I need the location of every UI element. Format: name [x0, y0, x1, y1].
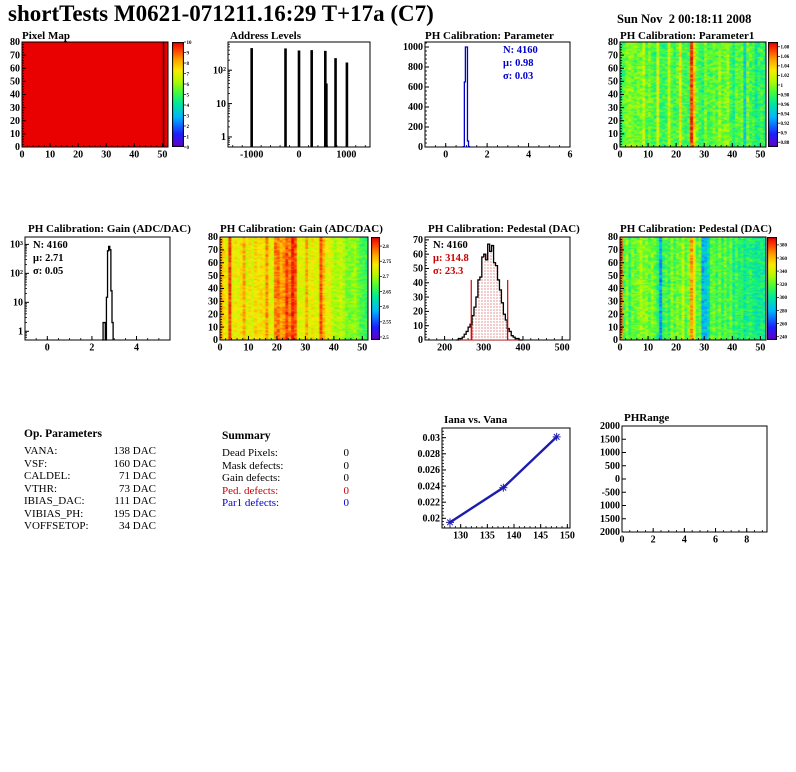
stat-mean: μ: 314.8 [433, 253, 469, 264]
svg-text:10: 10 [216, 98, 226, 110]
svg-text:0.96: 0.96 [780, 102, 790, 108]
svg-text:2.65: 2.65 [382, 290, 392, 296]
stat-mean: μ: 0.98 [503, 58, 534, 69]
summary-row: Mask defects: 0 [222, 459, 349, 472]
svg-text:10: 10 [643, 342, 654, 354]
svg-text:280: 280 [779, 309, 787, 315]
plot-title: PH Calibration: Gain (ADC/DAC) [28, 223, 191, 235]
svg-text:0.026: 0.026 [417, 465, 440, 477]
svg-text:380: 380 [779, 243, 787, 249]
svg-text:140: 140 [506, 530, 522, 542]
svg-text:0: 0 [619, 534, 625, 546]
svg-text:2.75: 2.75 [382, 260, 392, 266]
stat-n: N: 4160 [33, 240, 68, 251]
svg-text:40: 40 [208, 283, 218, 295]
svg-text:30: 30 [608, 296, 618, 308]
svg-text:1000: 1000 [336, 149, 357, 158]
svg-text:0: 0 [615, 474, 620, 486]
svg-text:20: 20 [208, 309, 218, 321]
plot-parameter1-map [600, 30, 796, 158]
summary-row: Par1 defects: 0 [222, 497, 349, 509]
svg-text:10: 10 [186, 40, 192, 46]
op-parameters [24, 428, 156, 533]
plot-title: PH Calibration: Gain (ADC/DAC) [220, 223, 383, 235]
svg-text:600: 600 [408, 82, 423, 94]
svg-text:145: 145 [533, 530, 549, 542]
param-row: IBIAS_DAC: 111 DAC [24, 495, 156, 507]
svg-text:10²: 10² [213, 65, 226, 77]
svg-text:10³: 10³ [10, 239, 23, 251]
svg-text:-500: -500 [601, 487, 620, 499]
svg-text:1.06: 1.06 [780, 55, 790, 61]
svg-text:0.02: 0.02 [422, 513, 440, 525]
svg-text:0: 0 [217, 342, 223, 354]
svg-text:320: 320 [779, 283, 787, 289]
svg-text:8: 8 [186, 61, 189, 67]
op-parameters-rows [24, 445, 156, 533]
svg-text:50: 50 [608, 76, 618, 88]
svg-text:50: 50 [208, 270, 218, 282]
svg-text:0: 0 [44, 342, 50, 354]
svg-text:50: 50 [10, 76, 20, 88]
ph-parameter-chart [400, 30, 596, 158]
svg-text:2.8: 2.8 [382, 244, 389, 250]
svg-text:50: 50 [755, 149, 766, 158]
plot-gain-histogram [0, 222, 196, 354]
svg-text:0: 0 [617, 149, 623, 158]
svg-text:800: 800 [408, 62, 423, 74]
phrange-chart [600, 408, 796, 550]
svg-text:50: 50 [413, 263, 423, 275]
svg-text:400: 400 [408, 102, 423, 114]
svg-text:10: 10 [608, 129, 618, 141]
svg-text:20: 20 [608, 309, 618, 321]
svg-text:4: 4 [681, 534, 687, 546]
param-row: CALDEL: 71 DAC [24, 470, 156, 482]
svg-text:1: 1 [18, 326, 23, 338]
svg-text:130: 130 [453, 530, 469, 542]
summary [222, 430, 349, 510]
svg-text:4: 4 [186, 103, 189, 109]
op-parameters-title: Op. Parameters [24, 428, 102, 440]
svg-text:60: 60 [413, 249, 423, 261]
plot-pixel-map [0, 30, 196, 158]
svg-text:1.02: 1.02 [780, 74, 790, 80]
svg-text:1000: 1000 [403, 42, 423, 54]
svg-text:0.022: 0.022 [417, 497, 440, 509]
summary-row: Dead Pixels: 0 [222, 447, 349, 459]
stat-sigma: σ: 0.05 [33, 266, 64, 277]
svg-text:70: 70 [10, 50, 20, 62]
svg-text:2.6: 2.6 [382, 305, 389, 311]
svg-text:400: 400 [515, 342, 531, 354]
svg-text:8: 8 [744, 534, 750, 546]
svg-text:2: 2 [650, 534, 656, 546]
plot-title: PH Calibration: Pedestal (DAC) [428, 223, 580, 235]
plot-title: PH Calibration: Pedestal (DAC) [620, 223, 772, 235]
svg-text:0: 0 [15, 142, 20, 154]
svg-text:20: 20 [73, 149, 84, 158]
summary-rows [222, 447, 349, 510]
svg-text:2000: 2000 [600, 421, 620, 433]
param-row: VIBIAS_PH: 195 DAC [24, 507, 156, 520]
svg-text:30: 30 [608, 102, 618, 114]
stats-box [433, 239, 469, 278]
svg-text:60: 60 [208, 257, 218, 269]
svg-text:40: 40 [328, 342, 339, 354]
svg-text:10: 10 [45, 149, 56, 158]
svg-text:1: 1 [221, 132, 226, 144]
svg-text:20: 20 [671, 342, 682, 354]
svg-text:60: 60 [10, 63, 20, 75]
iana-vs-vana-chart [400, 408, 596, 550]
plot-iana-vs-vana [400, 408, 596, 550]
svg-text:20: 20 [413, 306, 423, 318]
svg-text:0.024: 0.024 [417, 481, 440, 493]
plot-title: PH Calibration: Parameter1 [620, 30, 755, 42]
svg-text:30: 30 [413, 292, 423, 304]
svg-text:50: 50 [755, 342, 766, 354]
svg-text:50: 50 [608, 270, 618, 282]
svg-text:40: 40 [608, 283, 618, 295]
gain-map-chart [200, 222, 396, 354]
stat-n: N: 4160 [503, 45, 538, 56]
plot-title: Address Levels [230, 30, 301, 42]
svg-text:0: 0 [418, 335, 423, 347]
svg-text:0.028: 0.028 [417, 449, 440, 461]
svg-text:6: 6 [186, 82, 189, 88]
svg-text:0: 0 [19, 149, 25, 158]
svg-text:10: 10 [643, 149, 654, 158]
svg-text:0: 0 [213, 335, 218, 347]
svg-text:0: 0 [418, 142, 423, 154]
svg-text:1.08: 1.08 [780, 45, 790, 51]
stats-box [33, 239, 68, 278]
svg-text:0.98: 0.98 [780, 93, 790, 99]
svg-text:2: 2 [89, 342, 95, 354]
gain-histogram-chart [0, 222, 196, 354]
svg-text:40: 40 [10, 89, 20, 101]
svg-text:0: 0 [443, 149, 449, 158]
svg-text:0: 0 [613, 335, 618, 347]
param-row: VOFFSETOP: 34 DAC [24, 520, 156, 532]
svg-text:0: 0 [617, 342, 623, 354]
svg-text:300: 300 [476, 342, 492, 354]
svg-text:80: 80 [608, 232, 618, 244]
plot-title: PH Calibration: Parameter [425, 30, 554, 42]
svg-text:340: 340 [779, 269, 787, 275]
svg-text:1.04: 1.04 [780, 64, 790, 70]
svg-text:80: 80 [608, 37, 618, 49]
plot-title: PHRange [624, 412, 670, 424]
svg-text:2: 2 [186, 124, 189, 130]
svg-text:30: 30 [10, 102, 20, 114]
svg-text:10: 10 [413, 320, 423, 332]
svg-text:10: 10 [608, 322, 618, 334]
svg-text:2.5: 2.5 [382, 335, 389, 341]
svg-text:10: 10 [10, 129, 20, 141]
svg-text:1500: 1500 [600, 513, 620, 525]
param-row: VSF: 160 DAC [24, 457, 156, 470]
svg-text:1: 1 [186, 135, 189, 141]
svg-text:0.9: 0.9 [780, 131, 787, 137]
plot-pedestal-map [600, 222, 796, 354]
svg-text:0: 0 [296, 149, 302, 158]
stat-sigma: σ: 0.03 [503, 71, 534, 82]
svg-text:2: 2 [484, 149, 490, 158]
svg-text:0.03: 0.03 [422, 432, 440, 444]
svg-text:-1000: -1000 [239, 149, 264, 158]
svg-text:0: 0 [186, 145, 189, 151]
plot-title: Pixel Map [22, 30, 70, 42]
page-title: shortTests M0621-071211.16:29 T+17a (C7) [8, 1, 434, 26]
svg-text:20: 20 [671, 149, 682, 158]
stat-mean: μ: 2.71 [33, 253, 64, 264]
svg-text:50: 50 [357, 342, 368, 354]
summary-row: Gain defects: 0 [222, 472, 349, 484]
param-row: VTHR: 73 DAC [24, 482, 156, 495]
svg-text:40: 40 [727, 149, 738, 158]
svg-text:10²: 10² [10, 268, 23, 280]
svg-text:6: 6 [713, 534, 719, 546]
svg-text:40: 40 [413, 277, 423, 289]
svg-text:2.7: 2.7 [382, 275, 389, 281]
svg-text:20: 20 [271, 342, 282, 354]
svg-text:5: 5 [186, 93, 189, 99]
svg-text:30: 30 [699, 149, 710, 158]
svg-text:10: 10 [208, 322, 218, 334]
svg-text:70: 70 [608, 50, 618, 62]
svg-text:200: 200 [408, 122, 423, 134]
svg-text:200: 200 [437, 342, 453, 354]
svg-text:40: 40 [608, 89, 618, 101]
svg-text:70: 70 [413, 235, 423, 247]
svg-text:1000: 1000 [600, 500, 620, 512]
plot-ph-parameter [400, 30, 596, 158]
stat-n: N: 4160 [433, 240, 468, 251]
svg-text:10: 10 [13, 297, 23, 309]
svg-text:30: 30 [208, 296, 218, 308]
svg-text:40: 40 [727, 342, 738, 354]
svg-text:2.55: 2.55 [382, 320, 392, 326]
svg-text:6: 6 [567, 149, 573, 158]
svg-text:50: 50 [157, 149, 168, 158]
summary-row: Ped. defects: 0 [222, 484, 349, 497]
svg-text:40: 40 [129, 149, 140, 158]
svg-text:0: 0 [613, 142, 618, 154]
stats-box [503, 44, 538, 83]
address-levels-chart [200, 30, 396, 158]
param-row: VANA: 138 DAC [24, 445, 156, 457]
svg-text:0.92: 0.92 [780, 121, 790, 127]
svg-text:500: 500 [605, 460, 620, 472]
svg-text:4: 4 [526, 149, 532, 158]
svg-text:260: 260 [779, 322, 787, 328]
plot-gain-map [200, 222, 396, 354]
svg-text:30: 30 [300, 342, 311, 354]
svg-text:70: 70 [208, 245, 218, 257]
plot-title: Iana vs. Vana [444, 414, 508, 426]
svg-text:80: 80 [208, 232, 218, 244]
parameter1-map-chart [600, 30, 796, 158]
pixel-map-chart [0, 30, 196, 158]
svg-text:70: 70 [608, 245, 618, 257]
svg-text:150: 150 [559, 530, 575, 542]
svg-text:9: 9 [186, 51, 189, 57]
svg-text:30: 30 [699, 342, 710, 354]
svg-text:2000: 2000 [600, 527, 620, 539]
stat-sigma: σ: 23.3 [433, 266, 464, 277]
svg-text:60: 60 [608, 257, 618, 269]
plot-phrange [600, 408, 796, 550]
plot-pedestal-histogram [400, 222, 596, 354]
summary-title: Summary [222, 430, 271, 442]
svg-text:300: 300 [779, 296, 787, 302]
pedestal-histogram-chart [400, 222, 596, 354]
svg-text:30: 30 [101, 149, 112, 158]
svg-text:1000: 1000 [600, 447, 620, 459]
svg-text:1500: 1500 [600, 434, 620, 446]
svg-text:4: 4 [134, 342, 140, 354]
svg-text:80: 80 [10, 37, 20, 49]
svg-text:20: 20 [608, 115, 618, 127]
svg-text:135: 135 [479, 530, 495, 542]
timestamp: Sun Nov 2 00:18:11 2008 [617, 12, 752, 26]
svg-text:20: 20 [10, 115, 20, 127]
svg-text:500: 500 [554, 342, 570, 354]
svg-text:240: 240 [779, 335, 787, 341]
svg-text:0.94: 0.94 [780, 112, 790, 118]
pedestal-map-chart [600, 222, 796, 354]
svg-text:3: 3 [186, 114, 189, 120]
svg-text:60: 60 [608, 63, 618, 75]
plot-address-levels [200, 30, 396, 158]
svg-text:0.88: 0.88 [780, 141, 790, 147]
svg-text:360: 360 [779, 256, 787, 262]
svg-text:10: 10 [243, 342, 254, 354]
svg-text:1: 1 [780, 83, 783, 89]
svg-text:7: 7 [186, 72, 189, 78]
